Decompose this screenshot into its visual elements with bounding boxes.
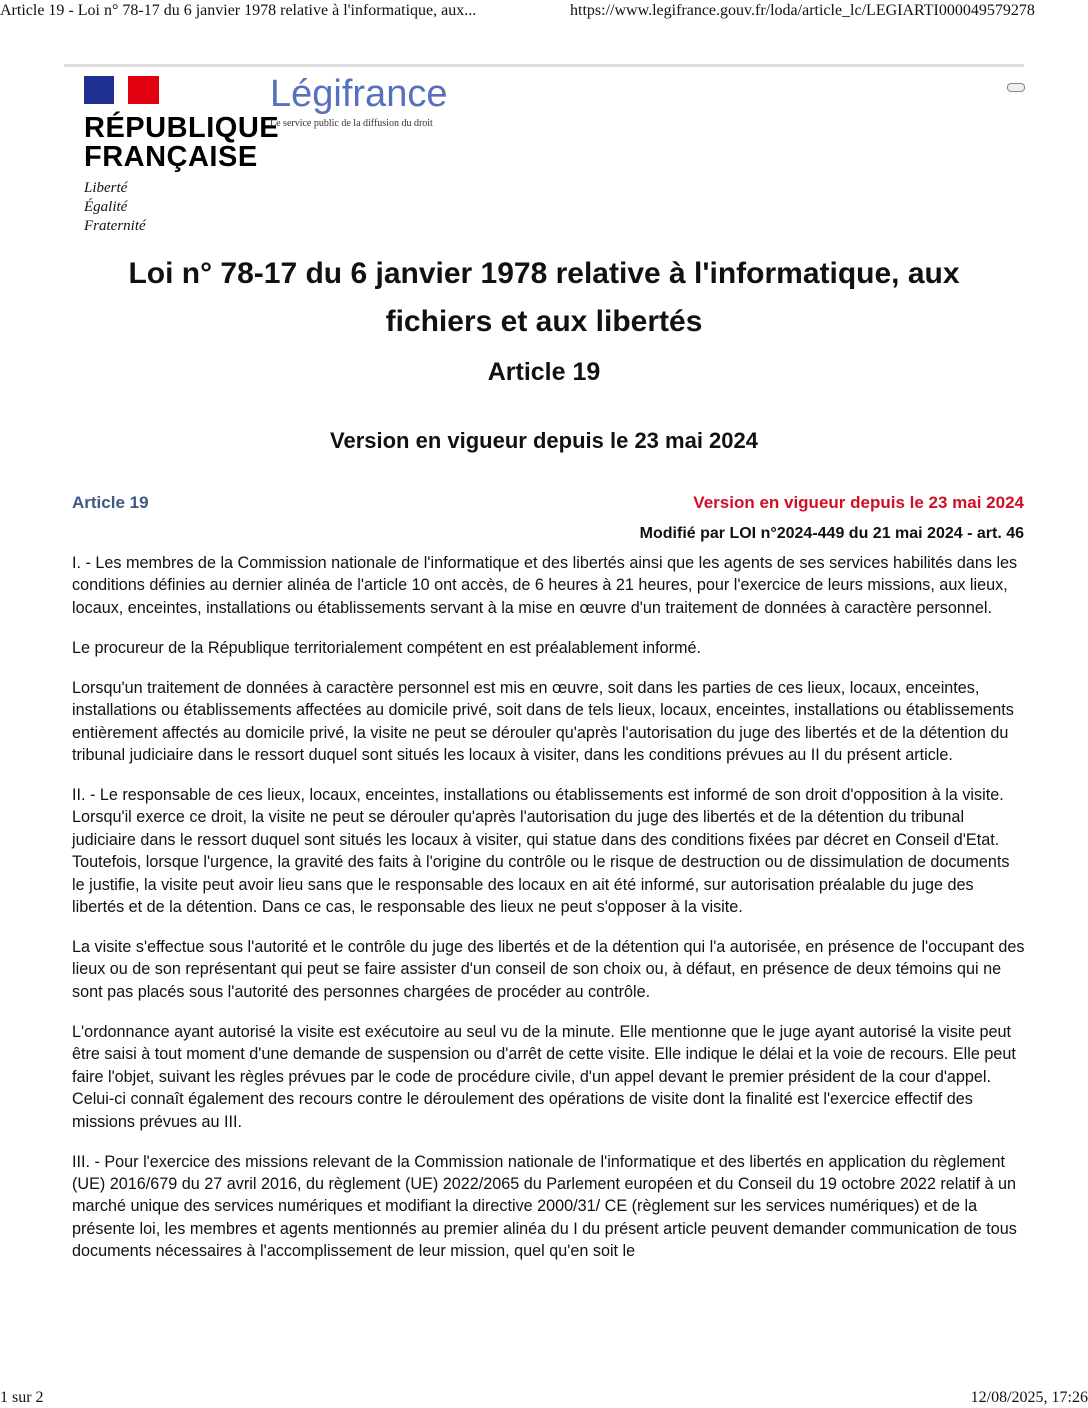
paragraph: L'ordonnance ayant autorisé la visite est exécutoire au seul vu de la minute. Elle mentionne que le juge ayant autorisé la visite peut être saisi à tout moment d'une demande de suspension ou d'arrêt de cette visite. Elle indique le délai et la voie de recours. Elle peut faire l'objet, suivant les règles prévues par le code de procédure civile, d'un appel devant le premier président de la cour d'appel. Celui-ci connaît également des recours contre le déroulement des opérations de visite dont la finalité est l'exercice effectif des missions prévues au III. — [72, 1022, 1016, 1131]
brand-tagline: Le service public de la diffusion du droit — [270, 118, 433, 129]
version-badge: Version en vigueur depuis le 23 mai 2024 — [693, 493, 1024, 512]
logo-republique: RÉPUBLIQUE — [84, 112, 280, 144]
marianne-flag-icon — [84, 76, 159, 104]
article-body — [72, 552, 1026, 1280]
republique-francaise-logo — [84, 76, 279, 236]
paragraph: III. - Pour l'exercice des missions relevant de la Commission nationale de l'informatique et des libertés en application du règlement (UE) 2016/679 du 27 avril 2016, du règlement (UE) 2022/2065 du Parlement européen et du Conseil du 19 octobre 2022 relatif à un marché unique des services numériques et modifiant la directive 2000/31/ CE (règlement sur les services numériques) et de la présente loi, les membres et agents mentionnés au premier alinéa du I du présent article peuvent demander communication de tous documents nécessaires à l'accomplissement de leur mission, quel qu'en soit le — [72, 1152, 1017, 1261]
menu-toggle-button[interactable] — [1007, 83, 1025, 92]
page-title: Loi n° 78-17 du 6 janvier 1978 relative à l'informatique, aux fichiers et aux libertés — [128, 257, 960, 338]
paragraph: Lorsqu'un traitement de données à caractère personnel est mis en œuvre, soit dans les parties de ces lieux, locaux, enceintes, installations ou établissements affectées au domicile privé, soit dans de tels lieux, locaux, enceintes, installations ou établissements entièrement affectés au domicile privé, la visite ne peut se dérouler qu'après l'autorisation du juge des libertés et de la détention du tribunal judiciaire dans le ressort duquel sont situés les locaux à visiter, dans les conditions prévues au II du présent article. — [72, 678, 1014, 765]
motto-egalite: Égalité — [84, 199, 128, 215]
version-heading: Version en vigueur depuis le 23 mai 2024 — [330, 428, 758, 453]
header-divider — [64, 64, 1024, 67]
print-footer-datetime: 12/08/2025, 17:26 — [970, 1389, 1088, 1406]
print-footer-page: 1 sur 2 — [0, 1389, 44, 1406]
brand-name: Légifrance — [270, 73, 448, 115]
paragraph: II. - Le responsable de ces lieux, locaux, enceintes, installations ou établissements est informé de son droit d'opposition à la visite. Lorsqu'il exerce ce droit, la visite ne peut se dérouler qu'après l'autorisation du juge des libertés et de la détention du tribunal judiciaire dans le ressort duquel sont situés les locaux à visiter, qui statue dans des conditions fixées par décret en Conseil d'Etat. Toutefois, lorsque l'urgence, la gravité des faits à l'origine du contrôle ou le risque de destruction ou de dissimulation de documents le justifie, la visite peut avoir lieu sans que le responsable des locaux en ait été informé, sur autorisation préalable du juge des libertés et de la détention. Dans ce cas, le responsable des lieux ne peut s'opposer à la visite. — [72, 786, 1010, 917]
modified-by-link[interactable]: Modifié par LOI n°2024-449 du 21 mai 2024 - art. 46 — [639, 525, 1024, 542]
print-header-title: Article 19 - Loi n° 78-17 du 6 janvier 1978 relative à l'informatique, aux... — [0, 2, 477, 19]
article-heading: Article 19 — [487, 358, 601, 386]
paragraph: La visite s'effectue sous l'autorité et le contrôle du juge des libertés et de la détention qui l'a autorisée, en présence de l'occupant des lieux ou de son représentant qui peut se faire assister d'un conseil de son choix ou, à défaut, en présence de deux témoins qui ne sont pas placés sous l'autorité des personnes chargées de procéder au contrôle. — [72, 938, 1025, 1001]
logo-francaise: FRANÇAISE — [84, 141, 258, 173]
logo-motto — [84, 179, 279, 236]
paragraph: I. - Les membres de la Commission nationale de l'informatique et des libertés ainsi que les agents de ses services habilités dans les conditions définies au dernier alinéa de l'article 10 ont accès, de 6 heures à 21 heures, pour l'exercice de leurs missions, aux lieux, locaux, enceintes, installations ou établissements servant à la mise en œuvre d'un traitement de données à caractère personnel. — [72, 554, 1018, 617]
motto-liberte: Liberté — [84, 180, 128, 196]
legifrance-logo[interactable] — [270, 72, 447, 129]
print-header-url: https://www.legifrance.gouv.fr/loda/article_lc/LEGIARTI000049579278 — [570, 2, 1035, 19]
motto-fraternite: Fraternité — [84, 218, 146, 234]
paragraph: Le procureur de la République territorialement compétent en est préalablement informé. — [72, 638, 701, 657]
article-label: Article 19 — [72, 493, 149, 512]
